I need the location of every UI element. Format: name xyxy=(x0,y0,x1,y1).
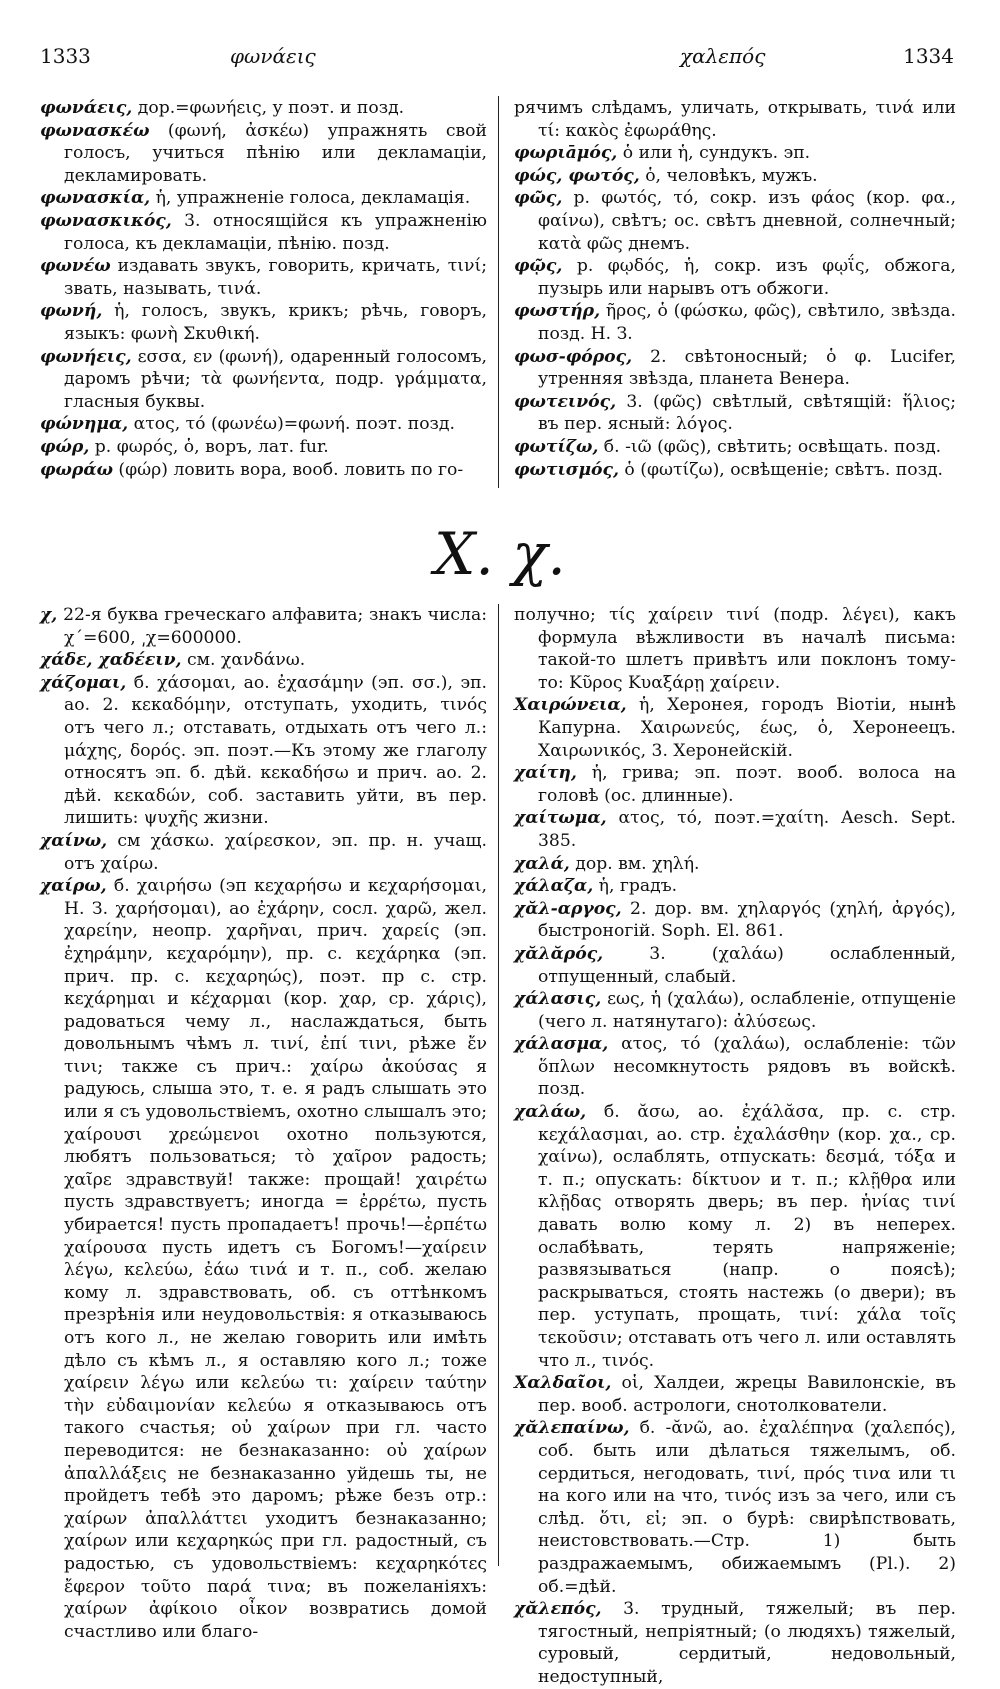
column-top-right xyxy=(514,97,956,483)
entry-text: ὁ (φωτίζω), освѣщеніе; свѣтъ. позд. xyxy=(618,459,944,480)
entry-text: ἡ, голосъ, звукъ, крикъ; рѣчь, говоръ, языкъ: φωνὴ Σκυθική. xyxy=(64,301,487,344)
entry-headword: φωράω xyxy=(40,459,113,480)
page-number-left: 1333 xyxy=(40,44,91,68)
dictionary-entry xyxy=(40,210,487,255)
entry-headword: φωνήεις, xyxy=(40,346,132,367)
dictionary-entry xyxy=(514,1033,956,1101)
column-top-left xyxy=(40,97,487,483)
dictionary-entry xyxy=(514,300,956,345)
section-heading xyxy=(0,520,1000,588)
dictionary-entry xyxy=(514,853,956,876)
dictionary-entry xyxy=(40,255,487,300)
dictionary-entry xyxy=(514,346,956,391)
dictionary-entry xyxy=(514,1417,956,1598)
dictionary-entry xyxy=(40,97,487,120)
entry-text: р. φωρός, ὁ, воръ, лат. fur. xyxy=(89,436,329,457)
entry-text: ατος, τό, поэт.=χαίτη. Aesch. Sept. 385. xyxy=(538,808,956,851)
dictionary-entry xyxy=(514,255,956,300)
entry-headword: φῶς, xyxy=(514,188,563,209)
entry-text: ὁ, человѣкъ, мужъ. xyxy=(639,165,818,186)
entry-headword: φώνημα, xyxy=(40,414,129,435)
dictionary-entry xyxy=(514,1598,956,1688)
entry-text: рячимъ слѣдамъ, уличать, открывать, τινά или τί: κακὸς ἐφωράθης. xyxy=(514,98,956,141)
dictionary-entry xyxy=(40,187,487,210)
dictionary-entry xyxy=(514,391,956,436)
dictionary-entry xyxy=(40,346,487,414)
entry-headword: χάζομαι, xyxy=(40,672,127,693)
dictionary-entry xyxy=(514,807,956,852)
dictionary-entry xyxy=(514,97,956,142)
entry-text: ατος, τό (φωνέω)=φωνή. поэт. позд. xyxy=(128,414,455,435)
entry-text: б. -ᾰνῶ, ао. ἐχαλέπηνα (χαλεπός), соб. быть или дѣлаться тяжелымъ, об. сердиться, негодовать, τινί, πρός τινα или τι на кого или на что, τινός изъ за чего, или съ слѣд. ὅτι, εἰ; эп. о бурѣ: свирѣпствовать, неистовствовать.—Стр. 1) быть раздражаемымъ, обижаемымъ (Pl.). 2) об.=дѣй. xyxy=(538,1418,956,1597)
entry-text: получно; τίς χαίρειν τινί (подр. λέγει), какъ формула вѣжливости въ началѣ письма: такой-то шлетъ привѣтъ или поклонъ тому-то: Κῦρος Κυαξάρῃ χαίρειν. xyxy=(514,605,956,693)
entry-text: б. χάσομαι, ао. ἐχασάμην (эп. σσ.), эп. ао. 2. κεκαδόμην, отступать, уходить, τινός отъ чего л.; отставать, отдыхать отъ чего л.: μάχης, δορός. эп. поэт.—Къ этому же глаголу относятъ эп. б. дѣй. κεκαδήσω и прич. ао. 2. дѣй. κεκαδών, соб. заставить уйти, въ пер. лишить: ψυχῆς жизни. xyxy=(64,672,487,829)
entry-headword: χᾰλεπός, xyxy=(514,1599,602,1620)
entry-headword: χᾰλεπαίνω, xyxy=(514,1418,630,1439)
entry-headword: Χαιρώνεια, xyxy=(514,695,627,716)
column-bottom-left xyxy=(40,604,487,1642)
entry-text: οἱ, Халдеи, жрецы Вавилонскіе, въ пер. вооб. астрологи, снотолкователи. xyxy=(538,1373,956,1416)
dictionary-entry xyxy=(514,187,956,255)
entry-text: р. φωτός, τό, сокр. изъ φάος (кор. φα., φαίνω), свѣтъ; ос. свѣтъ дневной, солнечный; κατὰ φῶς днемъ. xyxy=(538,188,956,254)
entry-headword: φωτίζω, xyxy=(514,436,599,457)
entry-headword: χάλασις, xyxy=(514,989,602,1010)
dictionary-entry xyxy=(514,459,956,482)
entry-headword: χάδε, χαδέειν, xyxy=(40,650,182,671)
dictionary-entry xyxy=(40,413,487,436)
dictionary-entry xyxy=(40,830,487,875)
entry-text: см χάσκω. χαίρεσκον, эп. пр. н. учащ. отъ χαίρω. xyxy=(64,830,487,874)
entry-text: р. φῳδός, ἡ, сокр. изъ φῳΐς, обжога, пузырь или нарывъ отъ обжоги. xyxy=(538,256,956,299)
entry-text: ἡ, Херонея, городъ Віотіи, нынѣ Капурна. Χαιρωνεύς, έως, ὁ, Херонеецъ. Χαιρωνικός, 3. Херонейскій. xyxy=(538,695,956,761)
running-head-left: φωνάεις xyxy=(230,44,316,68)
entry-headword: χαίτωμα, xyxy=(514,808,607,829)
column-rule-bottom xyxy=(498,604,499,1566)
entry-text: 3. трудный, тяжелый; въ пер. тягостный, непріятный; (о людяхъ) тяжелый, суровый, сердитый, недовольный, недоступный, xyxy=(538,1599,956,1687)
dictionary-entry xyxy=(40,120,487,188)
dictionary-entry xyxy=(40,436,487,459)
dictionary-entry xyxy=(40,672,487,830)
dictionary-entry xyxy=(514,1372,956,1417)
entry-text: дор. вм. χηλή. xyxy=(569,853,700,874)
column-bottom-right xyxy=(514,604,956,1687)
entry-text: ἡ, градъ. xyxy=(593,876,678,897)
entry-headword: φώρ, xyxy=(40,436,90,457)
entry-headword: φωτισμός, xyxy=(514,459,619,480)
section-letter: X. χ. xyxy=(434,520,566,588)
entry-text: дор.=φωνήεις, у поэт. и позд. xyxy=(132,98,405,118)
entry-headword: φωνάεις, xyxy=(40,98,133,118)
entry-headword: φωσ-φόρος, xyxy=(514,346,633,367)
entry-headword: χάλαζα, xyxy=(514,876,594,897)
entry-headword: φωνασκικός, xyxy=(40,210,172,231)
dictionary-entry xyxy=(514,1101,956,1372)
entry-headword: φωνή, xyxy=(40,301,103,322)
dictionary-entry xyxy=(514,142,956,165)
dictionary-entry xyxy=(514,943,956,988)
entry-text: ἡ, грива; эп. поэт. вооб. волоса на головѣ (ос. длинные). xyxy=(538,763,956,806)
entry-headword: χάλασμα, xyxy=(514,1034,609,1055)
entry-text: 22-я буква греческаго алфавита; знакъ числа: χ΄=600, ͵χ=600000. xyxy=(57,605,487,648)
entry-headword: χᾰλ-αργος, xyxy=(514,898,622,919)
entry-text: ῆρος, ὁ (φώσκω, φῶς), свѣтило, звѣзда. позд. Н. З. xyxy=(538,301,956,344)
dictionary-entry xyxy=(514,604,956,694)
entry-headword: χαλάω, xyxy=(514,1102,587,1123)
entry-headword: χαίρω, xyxy=(40,876,107,897)
running-head-right: χαλεπός xyxy=(680,44,766,68)
entry-headword: χαίτη, xyxy=(514,763,577,784)
entry-text: издавать звукъ, говорить, кричать, τινί; звать, называть, τινά. xyxy=(64,256,487,299)
entry-text: 2. свѣтоносный; ὁ φ. Lucifer, утренняя звѣзда, планета Венера. xyxy=(538,346,956,390)
dictionary-entry xyxy=(40,649,487,672)
entry-headword: Χαλδαῖοι, xyxy=(514,1373,612,1394)
entry-text: 3. (χαλάω) ослабленный, отпущенный, слабый. xyxy=(538,943,956,987)
entry-text: см. χανδάνω. xyxy=(181,650,306,671)
entry-headword: φωτεινός, xyxy=(514,391,617,412)
entry-headword: φωνέω xyxy=(40,256,111,277)
dictionary-entry xyxy=(40,300,487,345)
dictionary-entry xyxy=(514,898,956,943)
entry-headword: φωνασκία, xyxy=(40,188,151,209)
dictionary-entry xyxy=(514,875,956,898)
entry-text: 3. (φῶς) свѣтлый, свѣтящій: ἥλιος; въ пер. ясный: λόγος. xyxy=(538,391,956,435)
dictionary-entry xyxy=(514,694,956,762)
dictionary-entry xyxy=(40,459,487,482)
dictionary-entry xyxy=(514,165,956,188)
entry-text: ατος, τό (χαλάω), ослабленіе: τῶν ὅπλων несомкнутость рядовъ въ войскѣ. позд. xyxy=(538,1034,956,1100)
entry-text: б. χαιρήσω (эп κεχαρήσω и κεχαρήσομαι, Н. З. χαρήσομαι), ао ἐχάρην, сосл. χαρῶ, жел. χαρείην, неопр. χαρῆναι, прич. χαρείς (эп. ἐχηράμην, κεχαρόμην), пр. с. κεχάρηκα (эп. прич. пр. с. κεχαρηώς), поэт. пр с. стр. κεχάρημαι и κέχαρμαι (кор. χαρ, ср. χάρις), радоваться чему л., наслаждаться, быть довольнымъ чѣмъ л. τινί, ἐπί τινι, рѣже ἔν τινι; также съ прич.: χαίρω ἀκούσας я радуюсь, слыша это, т. е. я радъ слышать это или я съ удовольствіемъ, охотно слышалъ это; χαίρουσι χρεώμενοι охотно пользуются, любятъ пользоваться; τὸ χαῖρον радость; χαῖρε здравствуй! также: прощай! χαιρέτω пусть здравствуетъ; иногда = ἐρρέτω, пусть убирается! пусть пропадаетъ! прочь!—ἐρπέτω χαίρουσα пусть идетъ съ Богомъ!—χαίρειν λέγω, κελεύω, ἐάω τινά и т. п., соб. желаю кому л. здравствовать, об. съ оттѣнкомъ презрѣнія или неудовольствія: я отказываюсь отъ кого л., не желаю говорить или имѣть дѣло съ кѣмъ л., я оставляю кого л.; тоже χαίρειν λέγω или κελεύω τι: χαίρειν ταύτην τὴν εὐδαιμονίαν κελεύω я отказываюсь отъ такого счастья; οὐ χαίρων при гл. часто переводится: не безнаказанно: οὐ χαίρων ἀπαλλάξεις не безнаказанно уйдешь ты, не пройдетъ тебѣ это даромъ; рѣже безъ отр.: χαίρων ἀπαλλάττει уходитъ безнаказанно; χαίρων или κεχαρηκώς при гл. радостный, съ радостью, съ удовольствіемъ: κεχαρηκότες ἔφερον τοῦτο παρά τινα; въ пожеланіяхъ: χαίρων ἀφίκοιο οἶκον возвратись домой счастливо или благо- xyxy=(64,876,487,1642)
column-rule-top xyxy=(498,96,499,488)
entry-text: 2. дор. вм. χηλαργός (χηλή, ἀργός), быстроногій. Soph. El. 861. xyxy=(538,898,956,942)
entry-headword: φωριāμός, xyxy=(514,143,618,164)
entry-headword: χ, xyxy=(40,605,58,625)
entry-text: (φώρ) ловить вора, вооб. ловить по го- xyxy=(112,459,464,480)
entry-text: ἡ, упражненіе голоса, декламація. xyxy=(150,188,471,209)
entry-text: б. ᾰσω, ао. ἐχάλᾰσα, пр. с. стр. κεχάλασμαι, ао. стр. ἐχαλάσθην (кор. χα., ср. χαίνω), ослаблять, отпускать: δεσμά, τόξα и т. п.; опускать: δίκτυον и т. п.; κλῇθρα или κλῇδας отворять дверь; въ пер. ἡνίας τινί давать волю кому л. 2) въ неперех. ослабѣвать, терять напряженіе; развязываться (напр. о поясѣ); раскрываться, стоять настежь (о двери); въ пер. уступать, прощать, τινί: χάλα τοῖς τεκοῦσιν; отставать отъ чего л. или оставлять что л., τινός. xyxy=(538,1102,956,1371)
dictionary-entry xyxy=(514,436,956,459)
dictionary-entry xyxy=(40,875,487,1643)
entry-text: б. -ιῶ (φῶς), свѣтить; освѣщать. позд. xyxy=(598,436,942,457)
entry-text: εσσα, εν (φωνή), одаренный голосомъ, даромъ рѣчи; τὰ φωνήεντα, подр. γράμματα, гласныя буквы. xyxy=(64,346,487,412)
entry-headword: φωστήρ, xyxy=(514,301,601,322)
dictionary-entry xyxy=(514,762,956,807)
dictionary-entry xyxy=(40,604,487,649)
dictionary-entry xyxy=(514,988,956,1033)
entry-text: εως, ἡ (χαλάω), ослабленіе, отпущеніе (чего л. натянутаго): ἀλύσεως. xyxy=(538,989,956,1032)
entry-text: ὁ или ἡ, сундукъ. эп. xyxy=(617,143,811,164)
entry-headword: φωνασκέω xyxy=(40,120,150,141)
entry-headword: φώς, φωτός, xyxy=(514,165,640,186)
entry-text: (φωνή, ἀσκέω) упражнять свой голосъ, учиться пѣнію или декламаціи, декламировать. xyxy=(64,120,487,186)
entry-text: 3. относящійся къ упражненію голоса, къ декламаціи, пѣнію. позд. xyxy=(64,210,487,254)
entry-headword: χαλά, xyxy=(514,853,570,874)
entry-headword: χᾰλᾰρός, xyxy=(514,943,604,964)
page-number-right: 1334 xyxy=(903,44,954,68)
entry-headword: φῷς, xyxy=(514,256,563,277)
entry-headword: χαίνω, xyxy=(40,830,108,851)
